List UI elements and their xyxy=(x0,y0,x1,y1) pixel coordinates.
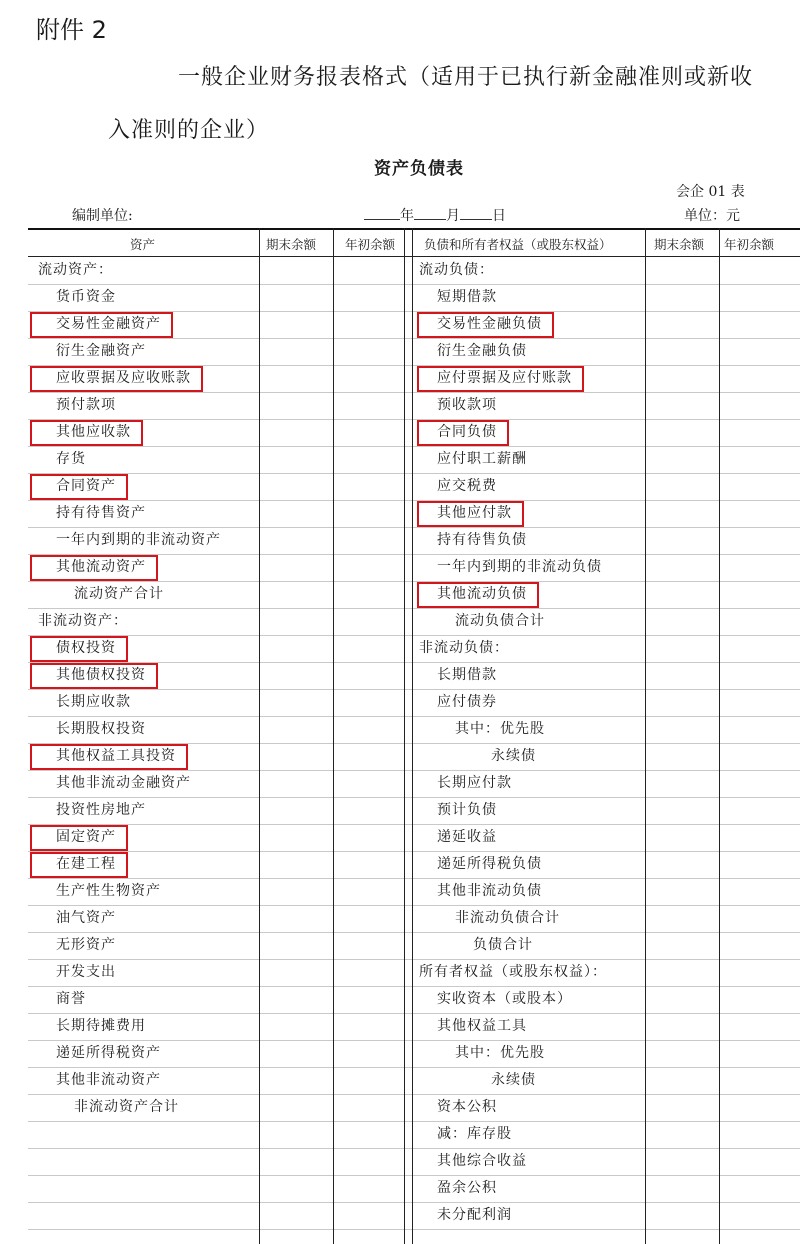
row-separator xyxy=(28,851,800,852)
liability-row-label: 持有待售负债 xyxy=(437,532,527,548)
header-begin-balance-right: 年初余额 xyxy=(724,237,775,252)
highlight-box xyxy=(417,312,554,338)
highlight-box xyxy=(417,501,524,527)
highlight-box xyxy=(30,636,128,662)
form-number: 会企 01 表 xyxy=(676,184,745,200)
liability-row-label: 其中：优先股 xyxy=(455,1045,545,1061)
date-fields xyxy=(364,205,506,225)
row-separator xyxy=(28,635,800,636)
asset-row-label: 货币资金 xyxy=(56,289,116,305)
row-separator xyxy=(28,338,800,339)
liability-row-label: 负债合计 xyxy=(473,937,533,953)
row-separator xyxy=(28,824,800,825)
column-rule xyxy=(404,228,405,1244)
asset-row-label: 一年内到期的非流动资产 xyxy=(56,532,221,548)
liability-row-label: 盈余公积 xyxy=(437,1180,497,1196)
row-separator xyxy=(28,1202,800,1203)
liability-row-label: 其中：优先股 xyxy=(455,721,545,737)
header-assets: 资产 xyxy=(130,237,156,252)
asset-row-label: 其他流动资产 xyxy=(56,559,146,575)
highlight-box xyxy=(30,420,143,446)
liability-row-label: 应付职工薪酬 xyxy=(437,451,527,467)
liability-row-label: 永续债 xyxy=(491,1072,536,1088)
meta-row xyxy=(0,205,800,227)
attachment-label: 附件 2 xyxy=(36,16,107,44)
asset-row-label: 预付款项 xyxy=(56,397,116,413)
asset-row-label: 在建工程 xyxy=(56,856,116,872)
row-separator xyxy=(28,311,800,312)
row-separator xyxy=(28,1013,800,1014)
liability-row-label: 流动负债： xyxy=(419,262,494,278)
row-separator xyxy=(28,581,800,582)
liability-row-label: 非流动负债合计 xyxy=(455,910,560,926)
row-separator xyxy=(28,986,800,987)
asset-row-label: 其他应收款 xyxy=(56,424,131,440)
asset-row-label: 长期应收款 xyxy=(56,694,131,710)
liability-row-label: 减：库存股 xyxy=(437,1126,512,1142)
row-separator xyxy=(28,878,800,879)
table-title: 资产负债表 xyxy=(374,159,464,179)
highlight-box xyxy=(30,663,158,689)
row-separator xyxy=(28,500,800,501)
row-separator xyxy=(28,716,800,717)
row-separator xyxy=(28,797,800,798)
header-begin-balance-left: 年初余额 xyxy=(345,237,396,252)
asset-row-label: 其他债权投资 xyxy=(56,667,146,683)
row-separator xyxy=(28,608,800,609)
row-separator xyxy=(28,1148,800,1149)
highlight-box xyxy=(417,582,539,608)
unit-label: 单位：元 xyxy=(684,208,740,224)
header-liabilities: 负债和所有者权益（或股东权益） xyxy=(424,237,612,252)
asset-row-label: 长期待摊费用 xyxy=(56,1018,146,1034)
month-label: 月 xyxy=(446,208,460,224)
liability-row-label: 衍生金融负债 xyxy=(437,343,527,359)
liability-row-label: 预收款项 xyxy=(437,397,497,413)
table-top-rule xyxy=(28,228,800,230)
liability-row-label: 未分配利润 xyxy=(437,1207,512,1223)
column-rule xyxy=(719,228,720,1244)
row-separator xyxy=(28,284,800,285)
row-separator xyxy=(28,905,800,906)
row-separator xyxy=(28,1040,800,1041)
row-separator xyxy=(28,1067,800,1068)
column-rule xyxy=(412,228,413,1244)
liability-row-label: 一年内到期的非流动负债 xyxy=(437,559,602,575)
highlight-box xyxy=(30,312,173,338)
liability-row-label: 其他综合收益 xyxy=(437,1153,527,1169)
row-separator xyxy=(28,473,800,474)
asset-row-label: 固定资产 xyxy=(56,829,116,845)
asset-row-label: 投资性房地产 xyxy=(56,802,146,818)
liability-row-label: 递延收益 xyxy=(437,829,497,845)
liability-row-label: 应付票据及应付账款 xyxy=(437,370,572,386)
liability-row-label: 其他应付款 xyxy=(437,505,512,521)
asset-row-label: 流动资产： xyxy=(38,262,113,278)
liability-row-label: 合同负债 xyxy=(437,424,497,440)
document-title-line2: 入准则的企业） xyxy=(108,118,270,143)
column-rule xyxy=(333,228,334,1244)
liability-row-label: 所有者权益（或股东权益）： xyxy=(419,964,607,980)
row-separator xyxy=(28,419,800,420)
row-separator xyxy=(28,959,800,960)
row-separator xyxy=(28,527,800,528)
year-label: 年 xyxy=(400,208,414,224)
liability-row-label: 永续债 xyxy=(491,748,536,764)
liability-row-label: 预计负债 xyxy=(437,802,497,818)
row-separator xyxy=(28,932,800,933)
document-title-line1: 一般企业财务报表格式（适用于已执行新金融准则或新收 xyxy=(178,65,754,90)
row-separator xyxy=(28,446,800,447)
day-label: 日 xyxy=(492,208,506,224)
asset-row-label: 交易性金融资产 xyxy=(56,316,161,332)
asset-row-label: 债权投资 xyxy=(56,640,116,656)
liability-row-label: 长期应付款 xyxy=(437,775,512,791)
column-rule xyxy=(259,228,260,1244)
asset-row-label: 非流动资产合计 xyxy=(74,1099,179,1115)
highlight-box xyxy=(30,474,128,500)
row-separator xyxy=(28,1121,800,1122)
highlight-box xyxy=(417,420,509,446)
asset-row-label: 存货 xyxy=(56,451,86,467)
asset-row-label: 非流动资产： xyxy=(38,613,128,629)
highlight-box xyxy=(30,555,158,581)
liability-row-label: 其他非流动负债 xyxy=(437,883,542,899)
asset-row-label: 递延所得税资产 xyxy=(56,1045,161,1061)
asset-row-label: 其他权益工具投资 xyxy=(56,748,176,764)
asset-row-label: 商誉 xyxy=(56,991,86,1007)
row-separator xyxy=(28,770,800,771)
row-separator xyxy=(28,1094,800,1095)
highlight-box xyxy=(30,825,128,851)
liability-row-label: 短期借款 xyxy=(437,289,497,305)
asset-row-label: 油气资产 xyxy=(56,910,116,926)
row-separator xyxy=(28,662,800,663)
asset-row-label: 其他非流动金融资产 xyxy=(56,775,191,791)
liability-row-label: 递延所得税负债 xyxy=(437,856,542,872)
liability-row-label: 流动负债合计 xyxy=(455,613,545,629)
liability-row-label: 其他流动负债 xyxy=(437,586,527,602)
liability-row-label: 非流动负债： xyxy=(419,640,509,656)
asset-row-label: 生产性生物资产 xyxy=(56,883,161,899)
header-end-balance-right: 期末余额 xyxy=(654,237,705,252)
highlight-box xyxy=(30,744,188,770)
row-separator xyxy=(28,689,800,690)
liability-row-label: 实收资本（或股本） xyxy=(437,991,572,1007)
liability-row-label: 长期借款 xyxy=(437,667,497,683)
liability-row-label: 应付债券 xyxy=(437,694,497,710)
asset-row-label: 无形资产 xyxy=(56,937,116,953)
asset-row-label: 长期股权投资 xyxy=(56,721,146,737)
column-rule xyxy=(645,228,646,1244)
liability-row-label: 资本公积 xyxy=(437,1099,497,1115)
header-rule xyxy=(28,256,800,257)
asset-row-label: 开发支出 xyxy=(56,964,116,980)
row-separator xyxy=(28,392,800,393)
asset-row-label: 应收票据及应收账款 xyxy=(56,370,191,386)
highlight-box xyxy=(30,366,203,392)
liability-row-label: 其他权益工具 xyxy=(437,1018,527,1034)
row-separator xyxy=(28,743,800,744)
asset-row-label: 衍生金融资产 xyxy=(56,343,146,359)
liability-row-label: 交易性金融负债 xyxy=(437,316,542,332)
header-end-balance-left: 期末余额 xyxy=(266,237,317,252)
compiler-label: 编制单位: xyxy=(72,208,133,224)
asset-row-label: 流动资产合计 xyxy=(74,586,164,602)
highlight-box xyxy=(30,852,128,878)
asset-row-label: 合同资产 xyxy=(56,478,116,494)
row-separator xyxy=(28,1229,800,1230)
highlight-box xyxy=(417,366,584,392)
asset-row-label: 其他非流动资产 xyxy=(56,1072,161,1088)
asset-row-label: 持有待售资产 xyxy=(56,505,146,521)
row-separator xyxy=(28,1175,800,1176)
balance-sheet-table xyxy=(0,228,800,1244)
row-separator xyxy=(28,365,800,366)
row-separator xyxy=(28,554,800,555)
liability-row-label: 应交税费 xyxy=(437,478,497,494)
